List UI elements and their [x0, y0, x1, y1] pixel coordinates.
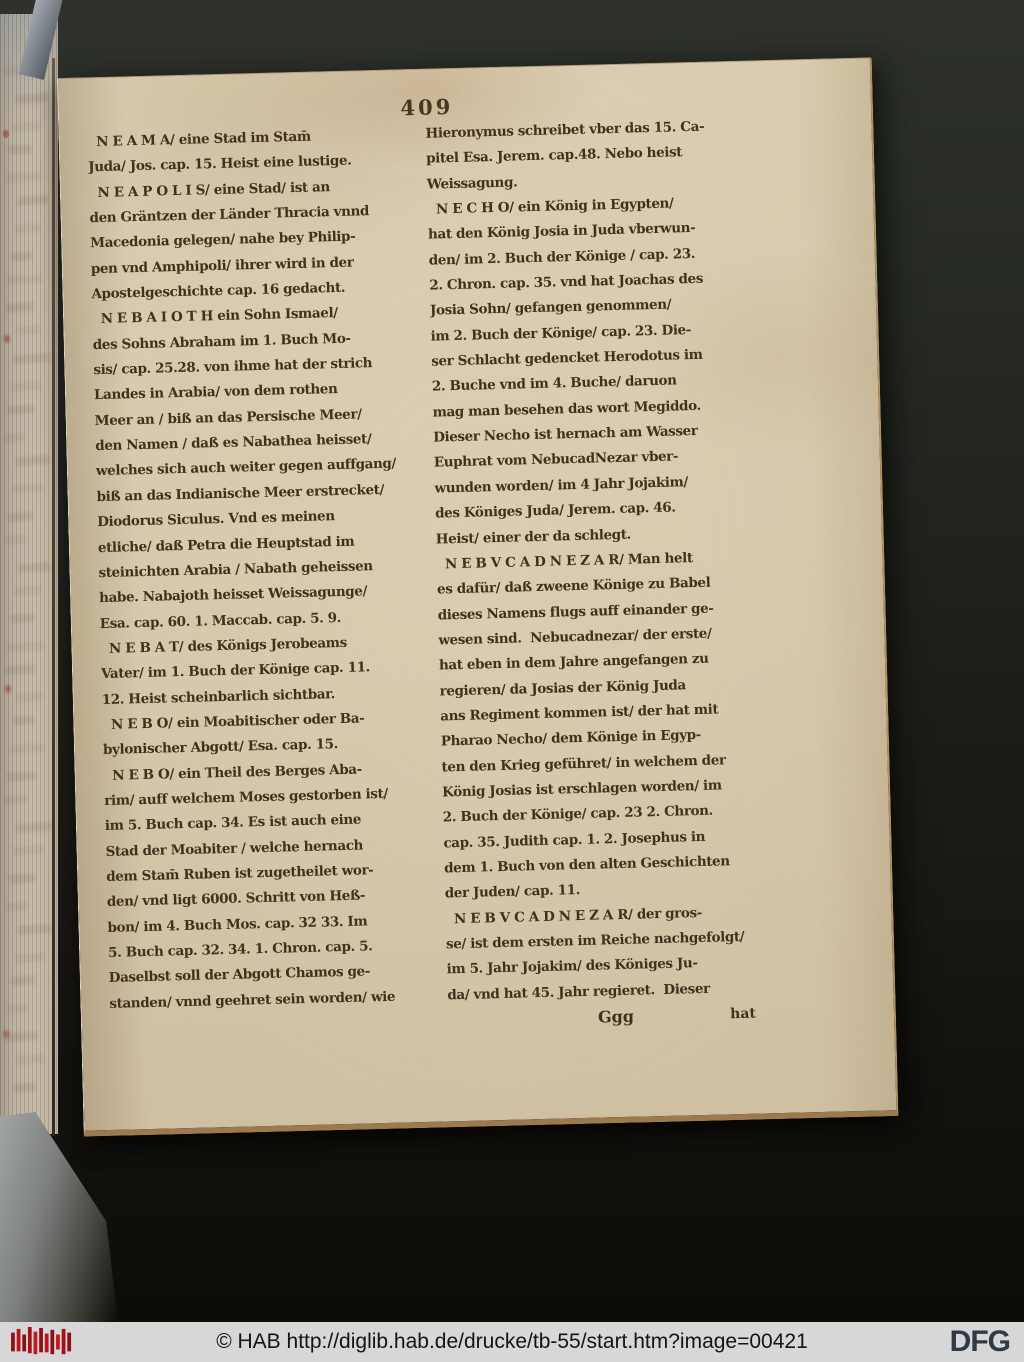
- ghost-text-mark: [6, 534, 27, 544]
- text-line: Weissagung.: [426, 174, 518, 193]
- text-line: Esa. cap. 60. 1. Maccab. cap. 5. 9.: [99, 609, 342, 632]
- ghost-text-mark: [10, 381, 43, 392]
- text-line: welches sich auch weiter gegen auffgang/: [95, 456, 397, 480]
- text-line: 5. Buch cap. 32. 34. 1. Chron. cap. 5.: [107, 938, 373, 961]
- text-line: mag man besehen das wort Megiddo.: [432, 397, 701, 421]
- text-line: N E A P O L I S/ eine Stad/ ist an: [88, 178, 331, 201]
- text-line: 12. Heist scheinbarlich sichtbar.: [101, 685, 336, 708]
- text-line: habe. Nabajoth heisset Weissagunge/: [98, 583, 368, 607]
- ghost-text-mark: [13, 353, 51, 365]
- text-line: N E B O/ ein Moabitischer oder Ba-: [102, 710, 365, 733]
- text-line: cap. 35. Judith cap. 1. 2. Josephus in: [443, 828, 706, 852]
- ghost-text-mark: [14, 223, 41, 234]
- text-line: den Gräntzen der Länder Thracia vnnd: [89, 203, 370, 227]
- ghost-text-mark: [17, 562, 51, 573]
- ghost-text-mark: [14, 585, 43, 596]
- text-line: ans Regiment kommen ist/ der hat mit: [440, 701, 719, 725]
- text-line: Vater/ im 1. Buch der Könige cap. 11.: [100, 659, 371, 683]
- ghost-text-mark: [5, 302, 35, 313]
- text-line: wunden worden/ im 4 Jahr Jojakim/: [434, 473, 689, 497]
- text-line: Pharao Necho/ dem Könige in Egyp-: [440, 727, 702, 750]
- ghost-text-mark: [8, 1003, 29, 1013]
- ghost-text-mark: [16, 325, 41, 336]
- text-line: dem Stam̄ Ruben ist zugetheilet wor-: [106, 862, 374, 885]
- text-line: den Namen / daß es Nabathea heisset/: [95, 431, 372, 455]
- text-line: Diodorus Siculus. Vnd es meinen: [97, 508, 335, 531]
- ghost-text-mark: [12, 121, 41, 132]
- text-line: se/ ist dem ersten im Reiche nachgefolgt/: [445, 928, 745, 953]
- ghost-text-strip: [0, 14, 58, 1134]
- text-line: König Josias ist erschlagen worden/ im: [441, 777, 722, 801]
- book-page: [57, 57, 899, 1136]
- text-line: N E B O/ ein Theil des Berges Aba-: [103, 761, 363, 784]
- text-line: 2. Chron. cap. 35. vnd hat Joachas des: [429, 270, 704, 294]
- ghost-text-mark: [9, 511, 35, 522]
- signature-mark: Ggg: [597, 1006, 635, 1027]
- text-line: etliche/ daß Petra die Heuptstad im: [97, 533, 355, 556]
- ghost-text-mark: [5, 1031, 39, 1042]
- text-line: regieren/ da Josias der König Juda: [439, 676, 686, 700]
- edge-ink-marks: [3, 130, 9, 138]
- ghost-text-mark: [6, 901, 29, 912]
- text-line: hat eben in dem Jahre angefangen zu: [438, 650, 709, 674]
- text-line: des Königes Juda/ Jerem. cap. 46.: [434, 499, 676, 522]
- text-line: N E C H O/ ein König in Egypten/: [427, 195, 674, 218]
- text-line: N E B V C A D N E Z A R/ der gros-: [445, 904, 703, 928]
- text-line: steinichten Arabia / Nabath geheissen: [98, 558, 373, 581]
- ghost-text-mark: [12, 483, 43, 494]
- text-line: ser Schlacht gedencket Herodotus im: [431, 346, 703, 370]
- ghost-text-mark: [8, 641, 45, 652]
- text-line: dieses Namens flugs auff einander ge-: [437, 600, 714, 624]
- ghost-text-mark: [16, 1054, 45, 1065]
- ghost-text-mark: [16, 692, 43, 703]
- text-line: Juda/ Jos. cap. 15. Heist eine lustige.: [88, 152, 352, 176]
- ghost-text-mark: [10, 743, 45, 754]
- ghost-text-mark: [5, 664, 37, 675]
- right-column-text: [425, 113, 771, 1008]
- text-line: N E B V C A D N E Z A R/ Man helt: [436, 549, 693, 573]
- text-line: Daselbst soll der Abgott Chamos ge-: [108, 963, 371, 987]
- ghost-text-mark: [6, 172, 43, 183]
- text-line: biß an das Indianische Meer erstrecket/: [96, 481, 385, 505]
- text-line: pitel Esa. Jerem. cap.48. Nebo heist: [425, 144, 683, 168]
- ghost-text-mark: [7, 771, 37, 782]
- ghost-text-mark: [17, 195, 49, 206]
- catchword: hat: [729, 1005, 757, 1023]
- text-line: Dieser Necho ist hernach am Wasser: [433, 423, 698, 446]
- copyright-text: © HAB http://diglib.hab.de/drucke/tb-55/start.htm?image=00421: [216, 1330, 808, 1353]
- text-line: 2. Buche vnd im 4. Buche/ daruon: [431, 372, 677, 396]
- text-line: standen/ vnnd geehret sein worden/ wie: [109, 988, 396, 1012]
- text-line: Stad der Moabiter / welche hernach: [105, 837, 364, 860]
- ghost-text-mark: [15, 455, 51, 466]
- cradle-shadow: [0, 1112, 118, 1322]
- text-line: der Juden/ cap. 11.: [444, 882, 581, 902]
- text-line: des Sohns Abraham im 1. Buch Mo-: [92, 330, 351, 353]
- hab-logo-icon: [10, 1327, 74, 1357]
- ghost-text-mark: [9, 873, 37, 884]
- text-line: pen vnd Amphipoli/ ihrer wird in der: [90, 254, 354, 277]
- ghost-text-mark: [12, 845, 45, 856]
- ghost-text-mark: [7, 404, 35, 415]
- text-line: Meer an / biß an das Persische Meer/: [94, 406, 362, 429]
- text-line: Heist/ einer der da schlegt.: [435, 526, 632, 548]
- text-line: im 5. Jahr Jojakim/ des Königes Ju-: [446, 955, 698, 978]
- ghost-text-mark: [4, 432, 27, 443]
- text-line: bon/ im 4. Buch Mos. cap. 32 33. Im: [107, 913, 368, 936]
- text-line: sis/ cap. 25.28. von ihme hat der strich: [93, 355, 373, 379]
- dfg-logo: DFG: [949, 1325, 1010, 1358]
- text-line: hat den König Josia in Juda vberwun-: [427, 220, 696, 244]
- text-line: Macedonia gelegen/ nahe bey Philip-: [89, 228, 356, 252]
- ghost-text-mark: [8, 274, 43, 285]
- text-line: Apostelgeschichte cap. 16 gedacht.: [91, 279, 346, 303]
- page-fold-line: [52, 58, 55, 1136]
- text-line: da/ vnd hat 45. Jahr regieret. Dieser: [447, 980, 710, 1004]
- left-column-text: [87, 122, 433, 1017]
- text-line: Landes in Arabia/ von dem rothen: [93, 381, 338, 404]
- ghost-text-mark: [13, 1082, 37, 1093]
- ghost-text-mark: [15, 822, 53, 834]
- text-line: den/ im 2. Buch der Könige / cap. 23.: [428, 245, 696, 269]
- text-line: dem 1. Buch von den alten Geschichten: [443, 853, 730, 877]
- text-line: ten den Krieg geführet/ in welchem der: [441, 751, 726, 776]
- text-line: Euphrat vom NebucadNezar vber-: [433, 448, 679, 472]
- ghost-text-mark: [11, 613, 35, 624]
- ghost-text-mark: [15, 93, 49, 104]
- text-line: 2. Buch der Könige/ cap. 23 2. Chron.: [442, 802, 714, 826]
- text-line: Josia Sohn/ gefangen genommen/: [429, 296, 672, 320]
- text-line: es dafür/ daß zweene Könige zu Babel: [436, 574, 711, 598]
- text-line: den/ vnd ligt 6000. Schritt von Heß-: [106, 887, 366, 911]
- footer-bar: [0, 1322, 1024, 1362]
- text-line: N E B A T/ des Königs Jerobeams: [100, 634, 347, 657]
- ghost-text-mark: [9, 144, 33, 155]
- ghost-text-mark: [4, 794, 29, 805]
- text-line: wesen sind. Nebucadnezar/ der erste/: [438, 625, 712, 649]
- text-line: im 2. Buch der Könige/ cap. 23. Die-: [430, 321, 692, 345]
- text-line: rim/ auff welchem Moses gestorben ist/: [104, 785, 389, 809]
- ghost-text-mark: [13, 715, 35, 725]
- text-line: bylonischer Abgott/ Esa. cap. 15.: [102, 736, 339, 759]
- text-line: Hieronymus schreibet vber das 15. Ca-: [425, 118, 705, 142]
- ghost-text-mark: [11, 975, 37, 986]
- ghost-text-mark: [14, 952, 45, 963]
- text-line: N E A M A/ eine Stad im Stam̄: [87, 128, 311, 151]
- ghost-text-mark: [11, 251, 33, 261]
- page-number: 409: [400, 93, 454, 121]
- text-line: N E B A I O T H ein Sohn Ismael/: [91, 305, 338, 328]
- text-line: im 5. Buch cap. 34. Es ist auch eine: [104, 811, 362, 835]
- ghost-text-mark: [17, 924, 53, 935]
